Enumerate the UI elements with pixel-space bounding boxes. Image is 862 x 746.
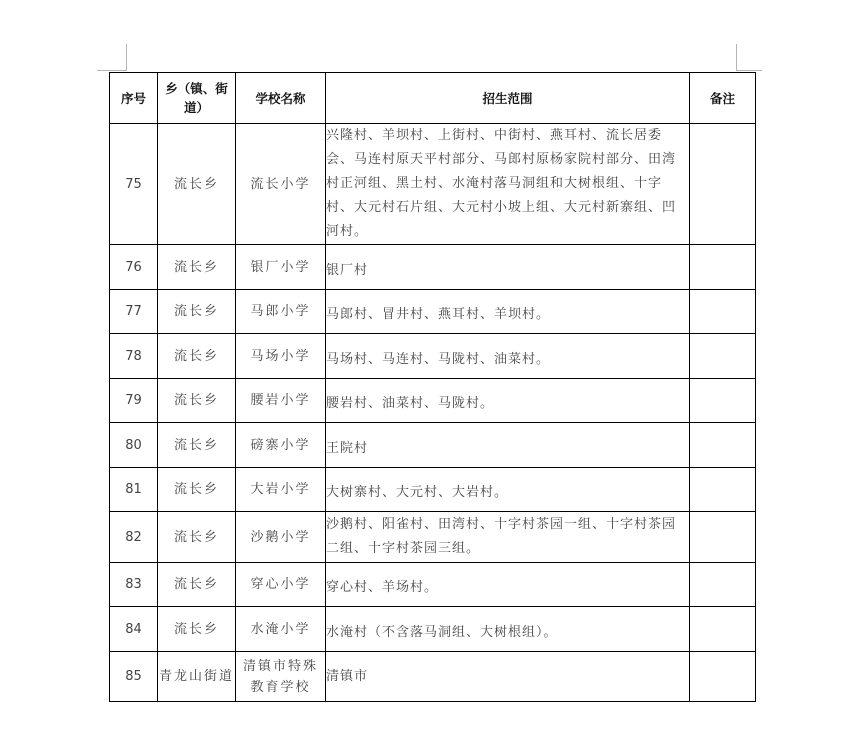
table-row (110, 652, 756, 702)
row-town: 流长乡 (158, 607, 236, 652)
row-index: 80 (110, 423, 158, 468)
row-area: 水淹村（不含落马洞组、大树根组）。 (326, 607, 690, 652)
table-row (110, 379, 756, 423)
enrollment-table (109, 72, 756, 702)
table-header-row (110, 73, 756, 124)
row-school: 沙鹅小学 (236, 512, 326, 563)
row-school: 大岩小学 (236, 468, 326, 512)
row-area: 大树寨村、大元村、大岩村。 (326, 468, 690, 512)
row-town: 流长乡 (158, 468, 236, 512)
row-note (690, 468, 756, 512)
table-row (110, 512, 756, 563)
row-area: 马场村、马连村、马陇村、油菜村。 (326, 334, 690, 379)
table-row (110, 607, 756, 652)
row-town: 流长乡 (158, 379, 236, 423)
row-school: 马场小学 (236, 334, 326, 379)
crop-mark-top-left-vertical (126, 44, 127, 71)
row-town: 流长乡 (158, 512, 236, 563)
row-index: 79 (110, 379, 158, 423)
header-area: 招生范围 (326, 73, 690, 124)
row-area: 沙鹅村、阳雀村、田湾村、十字村茶园一组、十字村茶园二组、十字村茶园三组。 (326, 512, 690, 563)
row-note (690, 379, 756, 423)
row-town: 流长乡 (158, 124, 236, 245)
row-index: 85 (110, 652, 158, 702)
row-area: 兴隆村、羊坝村、上街村、中街村、燕耳村、流长居委会、马连村原天平村部分、马郎村原杨家院村部分、田湾村正河组、黑土村、水淹村落马洞组和大树根组、十字村、大元村石片组、大元村小坡上组、大元村新寨组、凹河村。 (326, 124, 690, 245)
row-town: 流长乡 (158, 245, 236, 290)
table-row (110, 290, 756, 334)
row-town: 流长乡 (158, 290, 236, 334)
row-index: 82 (110, 512, 158, 563)
row-school: 穿心小学 (236, 563, 326, 607)
row-school: 水淹小学 (236, 607, 326, 652)
row-town: 流长乡 (158, 563, 236, 607)
header-index: 序号 (110, 73, 158, 124)
row-town: 流长乡 (158, 334, 236, 379)
table-row (110, 124, 756, 245)
header-town-label: 乡（镇、街道） (165, 81, 228, 115)
header-school: 学校名称 (236, 73, 326, 124)
row-town: 流长乡 (158, 423, 236, 468)
crop-mark-top-right-vertical (736, 44, 737, 71)
row-area: 银厂村 (326, 245, 690, 290)
row-note (690, 652, 756, 702)
row-school: 流长小学 (236, 124, 326, 245)
row-index: 78 (110, 334, 158, 379)
crop-mark-top-left-horizontal (97, 70, 127, 71)
row-school: 腰岩小学 (236, 379, 326, 423)
row-index: 77 (110, 290, 158, 334)
row-note (690, 563, 756, 607)
table-row (110, 468, 756, 512)
row-note (690, 245, 756, 290)
row-area: 穿心村、羊场村。 (326, 563, 690, 607)
row-index: 81 (110, 468, 158, 512)
row-school: 磅寨小学 (236, 423, 326, 468)
table-row (110, 245, 756, 290)
table-row (110, 334, 756, 379)
row-area: 清镇市 (326, 652, 690, 702)
row-school: 马郎小学 (236, 290, 326, 334)
row-note (690, 124, 756, 245)
row-school: 清镇市特殊教育学校 (236, 652, 326, 702)
row-area: 马郎村、冒井村、燕耳村、羊坝村。 (326, 290, 690, 334)
row-town: 青龙山街道 (158, 652, 236, 702)
row-note (690, 334, 756, 379)
row-area: 腰岩村、油菜村、马陇村。 (326, 379, 690, 423)
row-index: 76 (110, 245, 158, 290)
row-index: 84 (110, 607, 158, 652)
header-note: 备注 (690, 73, 756, 124)
row-note (690, 607, 756, 652)
row-area: 王院村 (326, 423, 690, 468)
crop-mark-top-right-horizontal (736, 70, 762, 71)
table-row (110, 423, 756, 468)
row-note (690, 290, 756, 334)
row-index: 75 (110, 124, 158, 245)
row-index: 83 (110, 563, 158, 607)
row-note (690, 512, 756, 563)
table-row (110, 563, 756, 607)
row-note (690, 423, 756, 468)
header-town (158, 73, 236, 124)
row-school: 银厂小学 (236, 245, 326, 290)
